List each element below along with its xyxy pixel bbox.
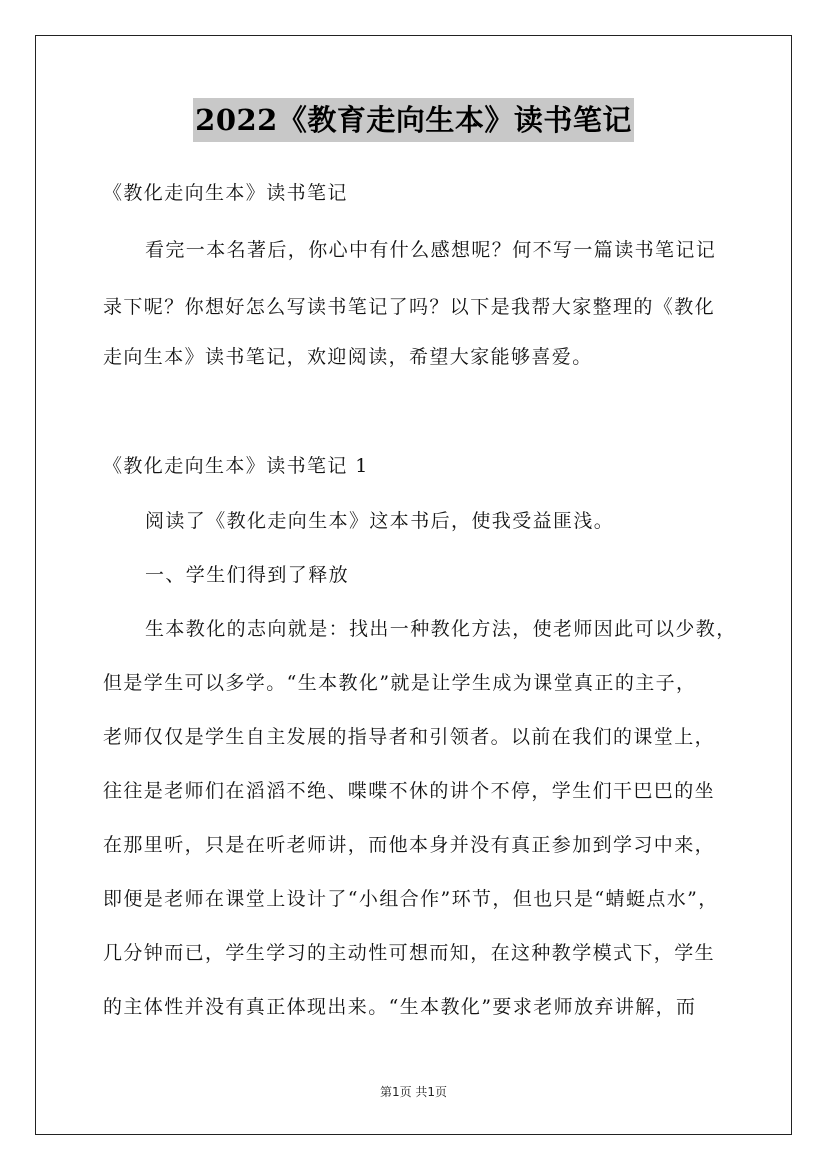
paragraph-line: 阅读了《教化走向生本》这本书后，使我受益匪浅。: [145, 510, 615, 532]
section-heading: 《教化走向生本》读书笔记: [103, 182, 348, 204]
paragraph-line: 的主体性并没有真正体现出来。“生本教化”要求老师放弃讲解，而: [103, 996, 697, 1018]
title-container: [0, 98, 827, 142]
paragraph-line: 走向生本》读书笔记，欢迎阅读，希望大家能够喜爱。: [103, 346, 593, 368]
paragraph-line: 往往是老师们在滔滔不绝、喋喋不休的讲个不停，学生们干巴巴的坐: [103, 780, 716, 802]
paragraph-line: 看完一本名著后，你心中有什么感想呢？何不写一篇读书笔记记: [145, 239, 717, 261]
subheading: 一、学生们得到了释放: [145, 564, 350, 586]
paragraph-line: 几分钟而已，学生学习的主动性可想而知，在这种教学模式下，学生: [103, 942, 716, 964]
paragraph-line: 录下呢？你想好怎么写读书笔记了吗？以下是我帮大家整理的《教化: [103, 296, 716, 318]
page-footer: 第1页 共1页: [379, 1085, 448, 1099]
paragraph-line: 老师仅仅是学生自主发展的指导者和引领者。以前在我们的课堂上，: [103, 726, 716, 748]
document-title: 2022《教育走向生本》读书笔记: [193, 98, 634, 142]
paragraph-line: 生本教化的志向就是：找出一种教化方法，使老师因此可以少教，: [145, 618, 737, 640]
paragraph-line: 在那里听，只是在听老师讲，而他本身并没有真正参加到学习中来，: [103, 834, 716, 856]
paragraph-line: 即便是老师在课堂上设计了“小组合作”环节，但也只是“蜻蜓点水”，: [103, 888, 719, 910]
paragraph-line: 但是学生可以多学。“生本教化”就是让学生成为课堂真正的主子，: [103, 672, 697, 694]
section-heading: 《教化走向生本》读书笔记 1: [103, 455, 369, 477]
